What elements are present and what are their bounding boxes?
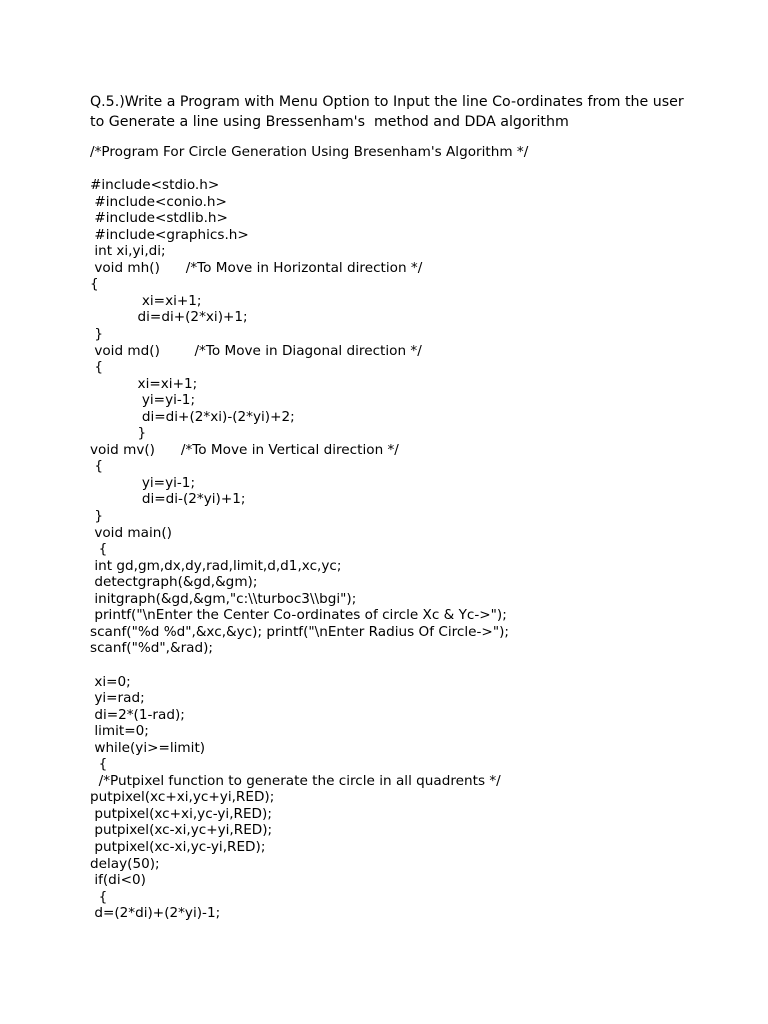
code-line: } (90, 508, 103, 525)
code-line: xi=xi+1; (90, 375, 198, 392)
code-line: limit=0; (90, 723, 149, 740)
question-line-1: Q.5.)Write a Program with Menu Option to Input the line Co-ordinates from the user (90, 94, 684, 110)
code-line: di=di+(2*xi)-(2*yi)+2; (90, 408, 295, 425)
code-line: detectgraph(&gd,&gm); (90, 574, 258, 591)
code-line: { (90, 888, 108, 905)
code-line: yi=yi-1; (90, 392, 196, 409)
code-line: putpixel(xc-xi,yc+yi,RED); (90, 822, 273, 839)
code-line: d=(2*di)+(2*yi)-1; (90, 905, 221, 922)
code-line: #include<stdlib.h> (90, 210, 228, 227)
code-line: xi=xi+1; (90, 292, 202, 309)
code-line: putpixel(xc+xi,yc-yi,RED); (90, 805, 272, 822)
code-line: delay(50); (90, 855, 160, 872)
code-line: { (90, 756, 108, 773)
code-line: { (90, 359, 103, 376)
code-line: di=di-(2*yi)+1; (90, 491, 246, 508)
code-line: { (90, 458, 103, 475)
code-listing (90, 144, 730, 922)
code-line: } (90, 425, 147, 442)
code-line: yi=yi-1; (90, 474, 196, 491)
code-line: void mv() /*To Move in Vertical direction */ (90, 441, 399, 458)
code-line: initgraph(&gd,&gm,"c:\\turboc3\\bgi"); (90, 590, 357, 607)
code-line: xi=0; (90, 673, 131, 690)
question-text (90, 92, 730, 132)
code-line: } (90, 326, 103, 343)
code-line (90, 657, 730, 674)
code-line: while(yi>=limit) (90, 739, 206, 756)
code-line: #include<graphics.h> (90, 226, 249, 243)
code-line: { (90, 276, 99, 293)
code-line: void mh() /*To Move in Horizontal direction */ (90, 259, 423, 276)
code-line: yi=rad; (90, 690, 145, 707)
code-line: int gd,gm,dx,dy,rad,limit,d,d1,xc,yc; (90, 557, 342, 574)
code-line: #include<conio.h> (90, 193, 227, 210)
code-line: void main() (90, 524, 172, 541)
code-line: putpixel(xc+xi,yc+yi,RED); (90, 789, 275, 806)
code-line: printf("\nEnter the Center Co-ordinates of circle Xc & Yc->"); (90, 607, 507, 624)
code-line: /*Program For Circle Generation Using Bresenham's Algorithm */ (90, 144, 529, 160)
code-line: if(di<0) (90, 872, 146, 889)
code-line: putpixel(xc-xi,yc-yi,RED); (90, 838, 266, 855)
code-line: { (90, 541, 108, 558)
code-line: di=di+(2*xi)+1; (90, 309, 248, 326)
code-line: di=2*(1-rad); (90, 706, 185, 723)
code-line: #include<stdio.h> (90, 177, 220, 194)
code-line: /*Putpixel function to generate the circle in all quadrents */ (90, 772, 501, 789)
code-line (90, 161, 730, 178)
code-line: scanf("%d",&rad); (90, 640, 213, 657)
question-line-2: to Generate a line using Bressenham's method and DDA algorithm (90, 114, 569, 130)
code-line: scanf("%d %d",&xc,&yc); printf("\nEnter Radius Of Circle->"); (90, 623, 509, 640)
code-line: void md() /*To Move in Diagonal direction */ (90, 342, 422, 359)
code-line: int xi,yi,di; (90, 243, 166, 260)
